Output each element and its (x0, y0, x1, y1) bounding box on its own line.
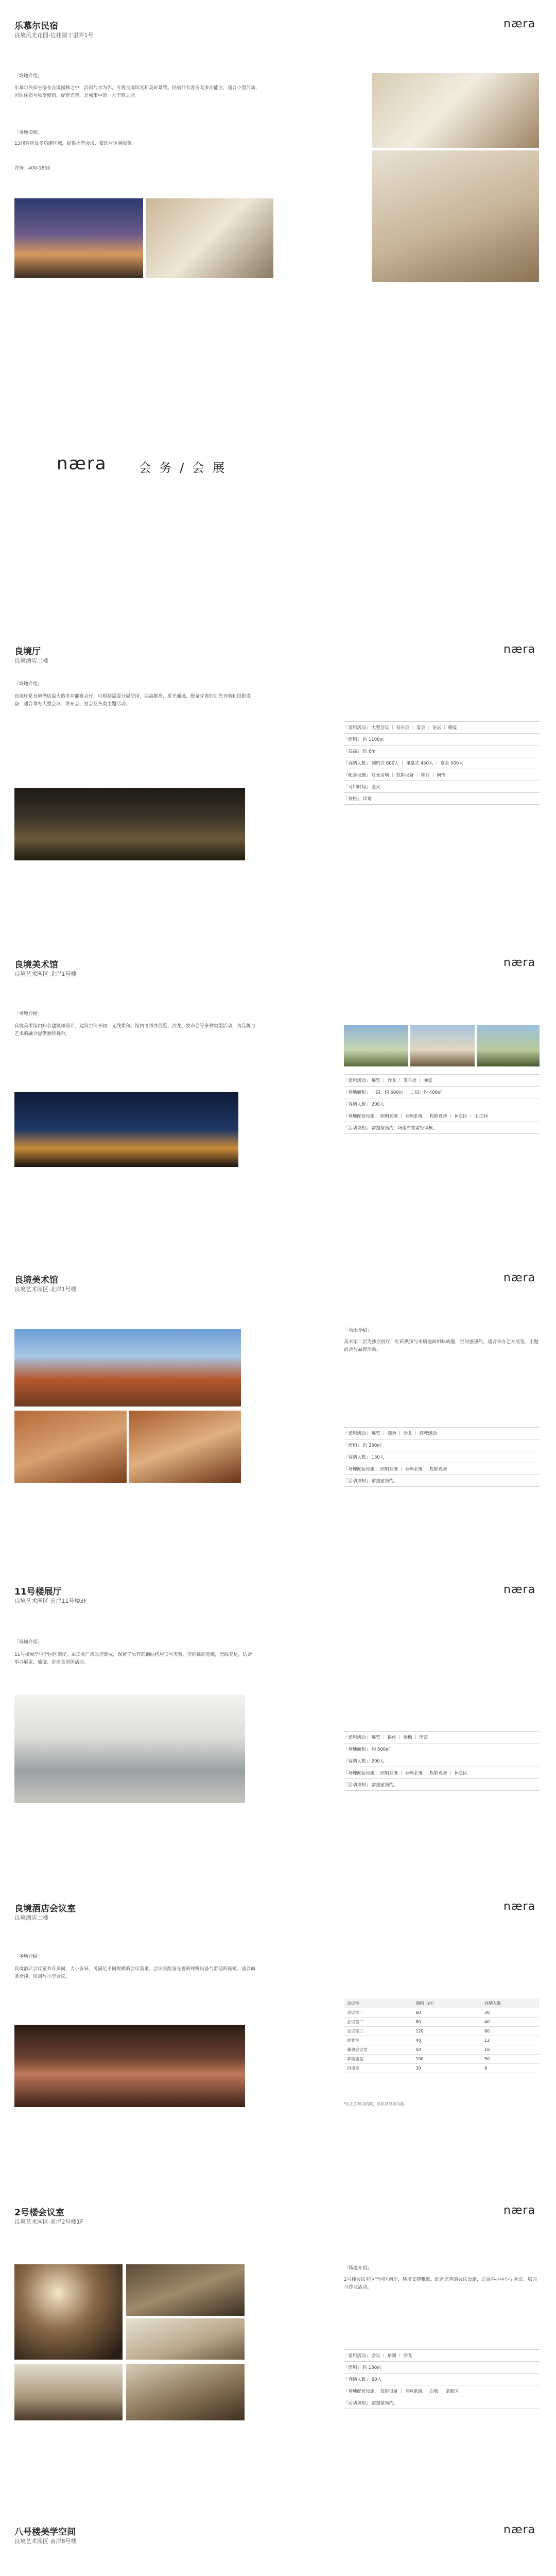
section-title: 良境美术馆 (14, 960, 58, 970)
photo-museum-day (14, 1329, 241, 1406)
intro-paragraph: 11号楼展厅位于园区南岸，由工业厂房改造而成，保留了原有的钢结构屋顶与天窗，空间挑高宽敞，光线充足，适合举办展览、瑜伽、讲座及团体活动。 (14, 1652, 252, 1665)
intro-paragraph: 乐慕尔民宿坐落在良境园林之中，沿街与水为邻，可观良境风光和美好景致。民宿共有客房及多功能区，适合小型活动、团队住宿与私享度假，配套完善，是城市中的一方宁静之所。 (14, 86, 260, 98)
table-row: 会议室二 80 40 (344, 2018, 540, 2027)
section-subtitle: 良境酒店二楼 (14, 657, 48, 664)
banner-logo: nærа (57, 453, 107, 474)
intro-paragraph: 良境酒店会议室共有多间，大小各异，可满足不同规模的会议需求。会议室配备完善的视听设备与舒适的座椅，适合商务洽谈、培训与小型会议。 (14, 1967, 256, 1979)
section-title: 良境厅 (14, 647, 41, 657)
photo-interior-2 (129, 1411, 241, 1483)
area-paragraph: 13间客房及多功能区域，提供小型会议、餐饮与休闲服务。 (14, 141, 136, 146)
table-row: 会议室三 120 60 (344, 2027, 540, 2036)
section-title: 八号楼美学空间 (14, 2527, 76, 2537)
section-subtitle: 良境艺术园区·南岸2号楼1F (14, 2218, 83, 2225)
brand-logo: nærа (503, 1583, 536, 1596)
photo-thumb-3 (477, 1025, 540, 1066)
section-subtitle: 良境风光花园·位桂园丁里弄1号 (14, 32, 94, 39)
intro-label: 「场地介绍」 (344, 2266, 372, 2271)
table-note: *以上面积为约数，具体以现场为准。 (344, 2102, 408, 2106)
spec-list: 「适用活动」 大型会议 ｜ 发布会 ｜ 宴会 ｜ 论坛 ｜ 晚宴 「面积」 约 1100㎡ 「层高」 约 6m 「容纳人数」 剧院式 800人 ｜ 课桌式 450人 ｜ 宴会 500人 「配套设施」 灯光音响 ｜ 投影设备 ｜ 舞台 ｜ 同传 「可用时间」 全天 「价格」 详询 (344, 721, 540, 805)
photo-exhibition-hall (14, 1695, 245, 1803)
photo-meeting-room (14, 2025, 245, 2107)
section-subtitle: 良境酒店二楼 (14, 1914, 48, 1921)
brand-logo: nærа (503, 2204, 536, 2217)
brand-logo: nærа (503, 1900, 536, 1913)
section-title: 良境酒店会议室 (14, 1904, 76, 1914)
contact-text: 咨询 · 400-1800 (14, 166, 50, 171)
photo-room-5 (126, 2364, 245, 2420)
intro-label: 「场地介绍」 (14, 682, 43, 687)
brand-logo: nærа (503, 18, 536, 30)
section-subtitle: 良境艺术园区·南岸8号楼 (14, 2538, 77, 2545)
section-subtitle: 良境艺术园区·南岸11号楼3F (14, 1598, 87, 1604)
photo-room-1 (14, 2264, 123, 2360)
photo-bedroom (146, 198, 273, 278)
intro-paragraph: 美术馆二层为独立展厅，红砖拱顶与木质地面相映成趣，空间感强烈，适合举办艺术展览、主题酒会与品牌活动。 (344, 1340, 539, 1352)
photo-thumb-1 (344, 1025, 408, 1066)
spec-list: 「适用活动」 会议 ｜ 培训 ｜ 沙龙 「面积」 约 150㎡ 「容纳人数」 60人 「场地配套设施」 投影设备 ｜ 音响系统 ｜ 白板 ｜ 茶歇区 「活动须知」 需提前预约。 (344, 2349, 540, 2409)
photo-room-3 (126, 2318, 245, 2360)
table-row: 会议室一 60 30 (344, 2008, 540, 2018)
spec-list: 「适用活动」 展览 ｜ 沙龙 ｜ 发布会 ｜ 晚宴 「场地面积」 一层：约 600㎡ ｜ 二层：约 400㎡ 「容纳人数」 200人 「场地配套设施」 照明系统 ｜ 音响系统 ｜ 投影设备 ｜ 休息区 ｜ 卫生间 「活动须知」 需提前预约，场地布置需经审核。 (344, 1074, 540, 1134)
intro-label: 「场地介绍」 (344, 1328, 372, 1333)
photo-suite (372, 150, 539, 282)
spec-list: 「适用活动」 展览 ｜ 酒会 ｜ 沙龙 ｜ 品牌活动 「面积」 约 350㎡ 「容纳人数」 150人 「场地配套设施」 照明系统 ｜ 音响系统 ｜ 投影设备 「活动须知」 请提前预约。 (344, 1427, 540, 1487)
spec-list: 「适用活动」 展览 ｜ 讲座 ｜ 瑜伽 ｜ 团建 「场地面积」 约 500㎡ 「容纳人数」 200人 「场地配套设施」 照明系统 ｜ 音响系统 ｜ 投影设备 ｜ 休息区 「活动须知」 需提前预约。 (344, 1731, 540, 1791)
photo-room-4 (14, 2364, 123, 2420)
intro-label: 「场地介绍」 (14, 1640, 43, 1645)
section-subtitle: 良境艺术园区·北岸1号楼 (14, 1286, 77, 1293)
table-row: 多功能室 100 50 (344, 2055, 540, 2064)
intro-paragraph: 良境厅是良境酒店最大的多功能宴会厅，可根据需要分隔使用，层高挑高，采光通透，配备完善的灯光音响和投影设备，适合举办大型会议、发布会、宴会及各类主题活动。 (14, 694, 251, 707)
banner-text: 会 务 / 会 展 (139, 461, 227, 475)
section-subtitle: 良境艺术园区·北岸1号楼 (14, 971, 77, 977)
photo-exterior-dusk (14, 198, 143, 278)
brand-logo: nærа (503, 2523, 536, 2536)
photo-room-2 (126, 2264, 245, 2316)
intro-paragraph: 良境美术馆由知名建筑师设计，建筑空间开阔，光线柔和。馆内可举办展览、沙龙、发布会等多种类型活动，为品牌与艺术的融合提供独特舞台。 (14, 1024, 256, 1037)
table-row: 洽谈室 30 8 (344, 2064, 540, 2073)
intro-label: 「场地介绍」 (14, 1954, 43, 1959)
brand-logo: nærа (503, 643, 536, 656)
table-row: 贵宾室 40 12 (344, 2036, 540, 2045)
photo-hall (14, 788, 245, 860)
photo-museum-night (14, 1092, 238, 1167)
brand-logo: nærа (503, 1272, 536, 1284)
section-title: 乐慕尔民宿 (14, 21, 58, 31)
intro-label: 「场地介绍」 (14, 74, 43, 79)
intro-paragraph: 2号楼会议室位于园区南岸，环境安静雅致，配备完善的会议设施，适合举办中小型会议、培训与沙龙活动。 (344, 2277, 537, 2290)
intro-label: 「场地介绍」 (14, 1011, 43, 1016)
photo-thumb-2 (410, 1025, 475, 1066)
photo-interior-1 (14, 1411, 127, 1483)
section-title: 2号楼会议室 (14, 2208, 64, 2218)
meeting-room-table: 会议室 面积（㎡） 容纳人数 会议室一 60 30 会议室二 80 40 会议室三 120 60 贵宾室 40 12 董事会议室 50 16 多功能室 100 50 洽谈室 30 8 (344, 1999, 540, 2073)
table-row: 董事会议室 50 16 (344, 2045, 540, 2055)
brand-logo: nærа (503, 956, 536, 969)
section-title: 11号楼展厅 (14, 1587, 62, 1597)
section-title: 良境美术馆 (14, 1275, 58, 1285)
photo-lobby (372, 73, 539, 148)
area-label: 「场地面积」 (14, 130, 43, 135)
